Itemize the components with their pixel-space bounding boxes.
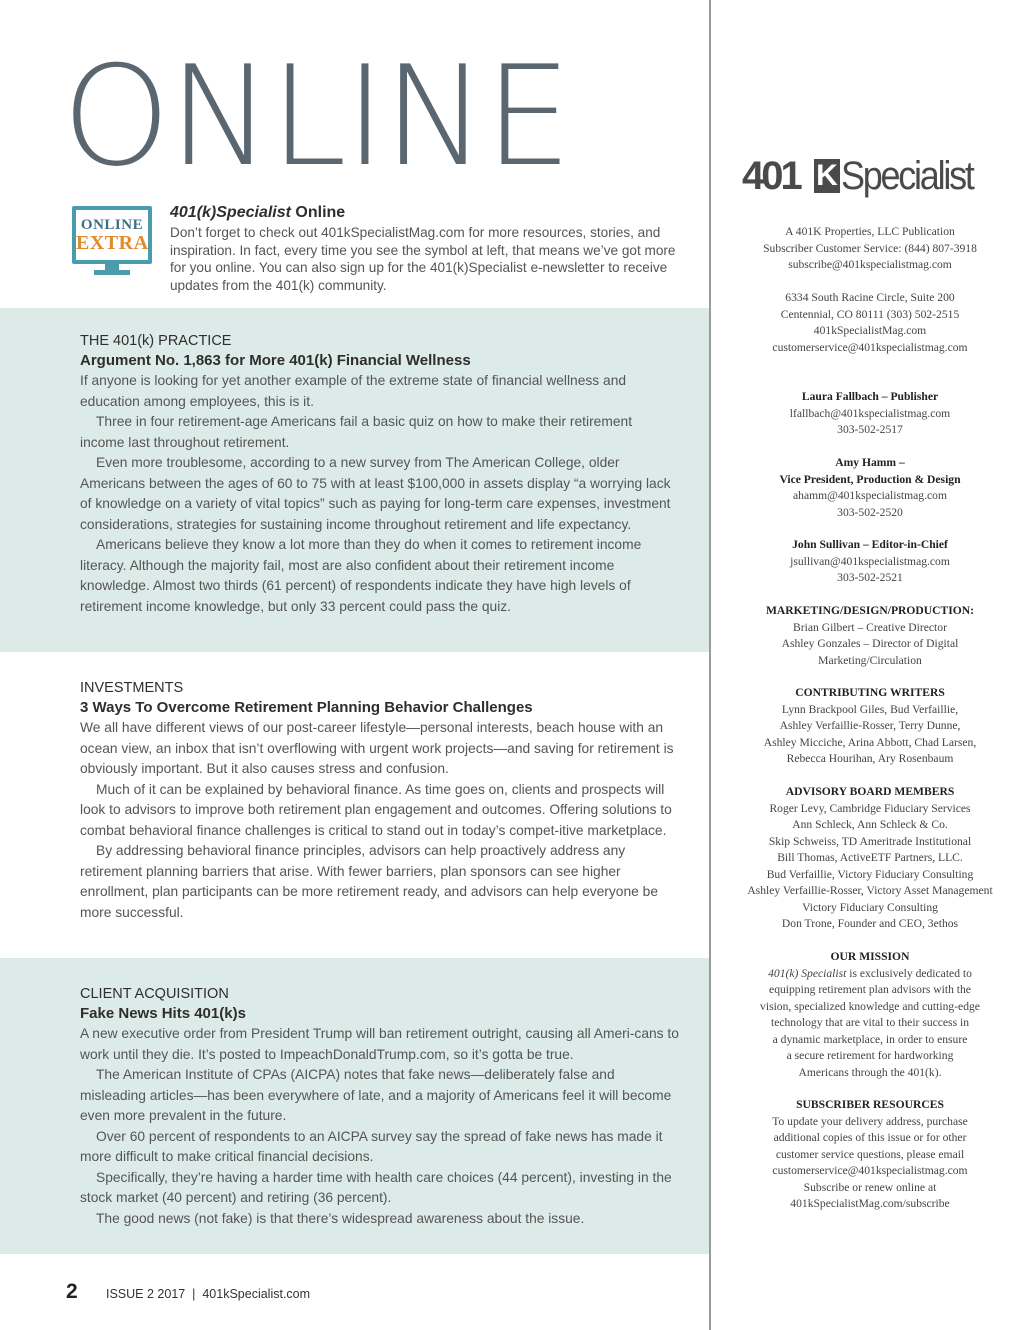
online-extra-icon <box>72 206 152 276</box>
icon-label-extra: EXTRA <box>76 232 149 254</box>
section-line <box>730 966 1010 983</box>
logo-number: 401 <box>742 154 800 198</box>
article-paragraph: Much of it can be explained by behavioral finance. As time goes on, clients and prospects will look to advisors to improve both retirement plan engagement and outcomes. Offering solutions to combat behavioral finance challenges is critical to stand out in today’s compet-itive marketplace. <box>80 781 672 838</box>
intro-body: Don’t forget to check out 401kSpecialistMag.com for more resources, stories, and inspiration. In fact, every time you see the symbol at left, that means we’ve got more for you online. You can also sign up for the 401(k)Specialist e-newsletter to receive updates from the 401(k) community. <box>170 225 676 293</box>
online-intro <box>170 202 695 294</box>
staff-phone: 303-502-2520 <box>837 505 903 519</box>
page-number: 2 <box>66 1280 78 1303</box>
intro-title-brand: 401(k)Specialist <box>170 204 291 221</box>
resource-email[interactable]: customerservice@401kspecialistmag.com <box>772 1164 968 1177</box>
article-headline[interactable]: Argument No. 1,863 for More 401(k) Financial Wellness <box>80 352 471 369</box>
section-line: Subscribe or renew online at <box>803 1180 937 1194</box>
intro-title <box>170 202 695 224</box>
section-line: Bill Thomas, ActiveETF Partners, LLC. <box>777 851 963 864</box>
brand-logo <box>742 154 982 200</box>
section-line: Rebecca Hourihan, Ary Rosenbaum <box>786 752 954 765</box>
article-practice <box>80 331 680 617</box>
staff-phone: 303-502-2521 <box>837 571 903 584</box>
section-line: To update your delivery address, purchase <box>772 1114 968 1128</box>
monitor-screen <box>72 206 152 264</box>
article-client-acquisition <box>80 984 680 1229</box>
article-paragraph: Even more troublesome, according to a new survey from The American College, older Americans between the ages of 60 to 75 with at least $100,000 in assets display “a worrying lack of knowledge on a variety of vital topics” such as paying for long-term care expenses, investment considerations, strategies for sustaining income throughout retirement and life expectancy. <box>80 455 671 532</box>
staff-vp <box>730 455 1010 521</box>
article-paragraph: A new executive order from President Trump will ban retirement outright, causing all Ameri-cans to work until they die. It’s posted to ImpeachDonaldTrump.com, so it’s gotta be true. <box>80 1026 679 1062</box>
staff-title: Amy Hamm – <box>835 456 905 469</box>
section-heading: MARKETING/DESIGN/PRODUCTION: <box>765 604 975 617</box>
section-line: Americans through the 401(k). <box>798 1065 942 1079</box>
section-line: Ashley Verfaillie-Rosser, Terry Dunne, <box>779 719 961 732</box>
subscriber-resources <box>730 1097 1010 1213</box>
staff-publisher <box>730 389 1010 439</box>
website-link[interactable]: 401kSpecialistMag.com <box>813 324 927 337</box>
address-line-1: 6334 South Racine Circle, Suite 200 <box>785 291 955 304</box>
section-line: Bud Verfaillie, Victory Fiduciary Consulting <box>766 867 974 881</box>
article-kicker: CLIENT ACQUISITION <box>80 986 229 1002</box>
section-heading: OUR MISSION <box>830 950 910 963</box>
staff-title: John Sullivan – Editor-in-Chief <box>792 538 948 551</box>
section-line: Ashley Gonzales – Director of Digital <box>781 637 959 650</box>
section-line: Roger Levy, Cambridge Fiduciary Services <box>769 801 971 815</box>
section-heading: CONTRIBUTING WRITERS <box>795 686 945 699</box>
article-paragraph: Three in four retirement-age Americans fail a basic quiz on how to make their retirement income last throughout retirement. <box>80 414 633 450</box>
article-headline[interactable]: 3 Ways To Overcome Retirement Planning Behavior Challenges <box>80 699 533 716</box>
service-email[interactable]: customerservice@401kspecialistmag.com <box>772 340 968 354</box>
icon-label-online: ONLINE <box>80 217 144 233</box>
section-line: Ashley Micciche, Arina Abbott, Chad Larsen, <box>763 735 977 749</box>
section-line: customer service questions, please email <box>775 1147 965 1161</box>
staff-email[interactable]: ahamm@401kspecialistmag.com <box>793 489 947 502</box>
section-line: Ann Schleck, Ann Schleck & Co. <box>792 818 948 831</box>
page-title: ONLINE <box>62 36 570 197</box>
section-line: vision, specialized knowledge and cutting-edge <box>760 999 980 1013</box>
article-paragraph: By addressing behavioral finance principles, advisors can help proactively address any retirement planning barriers that arise. With fewer barriers, plan sponsors can see higher enrollment, plan participants can be more retirement ready, and advisors can help everyone be more successful. <box>80 843 659 920</box>
section-line: Ashley Verfaillie-Rosser, Victory Asset Management <box>747 884 993 897</box>
publication-line: A 401K Properties, LLC Publication <box>785 225 955 238</box>
section-line: Skip Schweiss, TD Ameritrade Institutional <box>768 834 972 848</box>
mission-text: is exclusively dedicated to <box>846 966 972 980</box>
section-line: Lynn Brackpool Giles, Bud Verfaillie, <box>781 702 959 716</box>
section-line: Victory Fiduciary Consulting <box>802 900 938 914</box>
article-paragraph: The good news (not fake) is that there’s widespread awareness about the issue. <box>96 1210 585 1226</box>
article-kicker: INVESTMENTS <box>80 680 184 696</box>
contributing-writers <box>730 685 1010 768</box>
footer-issue-info: ISSUE 2 2017 | 401kSpecialist.com <box>106 1287 311 1301</box>
address-block <box>730 290 1010 356</box>
article-kicker: THE 401(k) PRACTICE <box>80 333 232 349</box>
mission-brand: 401(k) Specialist <box>768 966 847 980</box>
article-paragraph: Americans believe they know a lot more than they do when it comes to retirement income literacy. Although the majority fail, most are also confident about their retirement income knowledge. Almost two thirds (61 percent) of respondents indicate they have high levels of retirement income knowledge, but only 33 percent could pass the quiz. <box>80 537 642 614</box>
section-heading: ADVISORY BOARD MEMBERS <box>785 785 955 798</box>
section-heading: SUBSCRIBER RESOURCES <box>796 1098 944 1111</box>
section-line: technology that are vital to their success in <box>771 1016 969 1029</box>
article-paragraph: If anyone is looking for yet another example of the extreme state of financial wellness and education among employees, this is it. <box>80 373 627 409</box>
staff-phone: 303-502-2517 <box>837 423 903 436</box>
section-line: additional copies of this issue or for other <box>773 1131 967 1144</box>
our-mission <box>730 949 1010 1081</box>
intro-title-rest: Online <box>290 204 346 221</box>
staff-editor <box>730 537 1010 587</box>
advisory-board <box>730 784 1010 933</box>
publication-info <box>730 224 1010 274</box>
subscribe-email[interactable]: subscribe@401kspecialistmag.com <box>788 258 952 271</box>
article-paragraph: Over 60 percent of respondents to an AICPA survey say the spread of fake news has made it more difficult to make critical financial decisions. <box>80 1128 663 1164</box>
staff-email[interactable]: lfallbach@401kspecialistmag.com <box>789 406 951 420</box>
article-paragraph: We all have different views of our post-career lifestyle—personal interests, beach house with an ocean view, an inbox that isn’t overflowing with urgent work projects—and saving for retirement is obviously important. But it also causes stress and confusion. <box>80 720 674 776</box>
staff-title: Laura Fallbach – Publisher <box>801 390 939 403</box>
section-line: Brian Gilbert – Creative Director <box>793 620 947 634</box>
subscriber-service-line: Subscriber Customer Service: (844) 807-3918 <box>763 241 977 255</box>
section-line: equipping retirement plan advisors with the <box>769 983 971 996</box>
staff-title: Vice President, Production & Design <box>779 472 961 486</box>
staff-email[interactable]: jsullivan@401kspecialistmag.com <box>790 554 950 568</box>
logo-k-box: K <box>814 159 840 193</box>
article-headline[interactable]: Fake News Hits 401(k)s <box>80 1005 246 1022</box>
section-line: a secure retirement for hardworking <box>786 1049 954 1062</box>
logo-wordmark: Specialist <box>841 154 973 198</box>
article-investments <box>80 678 680 923</box>
section-line: Don Trone, Founder and CEO, 3ethos <box>781 917 959 930</box>
article-paragraph: Specifically, they’re having a harder time with health care choices (44 percent), investing in the stock market (40 percent) and retiring (36 percent). <box>80 1169 672 1205</box>
section-line: Marketing/Circulation <box>818 653 922 667</box>
column-divider <box>709 0 711 1330</box>
marketing-section <box>730 603 1010 669</box>
article-paragraph: The American Institute of CPAs (AICPA) notes that fake news—deliberately false and misleading articles—has been everywhere of late, and a majority of Americans feel it will become even more prevalent in the future. <box>80 1067 672 1123</box>
section-line: a dynamic marketplace, in order to ensure <box>772 1032 968 1046</box>
address-line-2: Centennial, CO 80111 (303) 502-2515 <box>780 307 960 321</box>
subscribe-link[interactable]: 401kSpecialistMag.com/subscribe <box>790 1197 950 1210</box>
monitor-base <box>94 270 130 275</box>
